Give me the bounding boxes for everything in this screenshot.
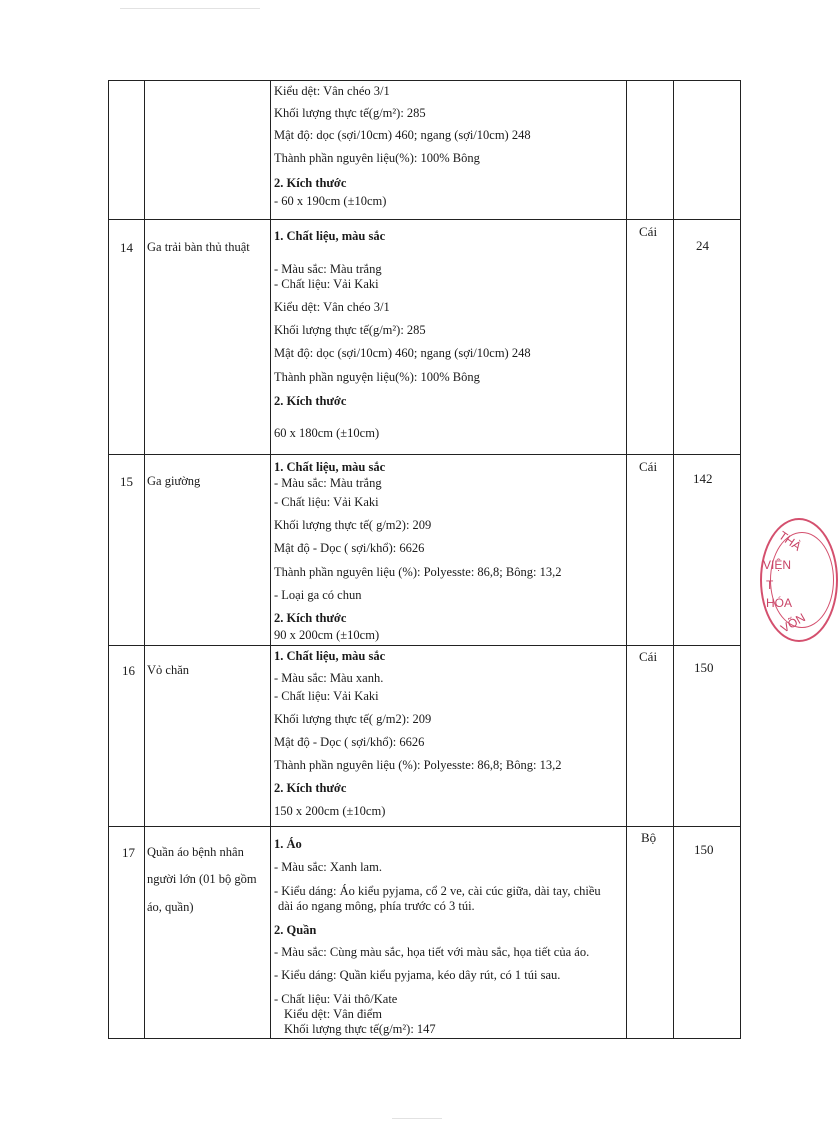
spec-line: Kiểu dệt: Vân chéo 3/1 [274,300,390,314]
section-heading: 1. Chất liệu, màu sắc [274,229,386,243]
table-col-divider [626,80,627,1039]
spec-line: - Chất liệu: Vải Kaki [274,277,379,291]
spec-line: Thành phần nguyên liệu(%): 100% Bông [274,151,480,165]
row-number: 14 [120,240,133,255]
spec-line: Mật độ: dọc (sợi/10cm) 460; ngang (sợi/10cm) 248 [274,346,531,360]
quantity: 150 [694,842,714,857]
spec-line: - 60 x 190cm (±10cm) [274,194,387,208]
section-heading: 1. Chất liệu, màu sắc [274,649,386,663]
unit: Cái [639,459,658,474]
section-heading: 2. Kích thước [274,781,347,795]
row-number: 17 [122,845,135,860]
spec-line: - Màu sắc: Cùng màu sắc, họa tiết với màu sắc, họa tiết của áo. [274,945,590,959]
section-heading: 1. Áo [274,837,302,851]
spec-line: - Kiểu dáng: Áo kiểu pyjama, cổ 2 ve, cài cúc giữa, dài tay, chiều [274,884,601,898]
quantity: 150 [694,660,714,675]
scan-mark [392,1118,442,1119]
spec-line: dài áo ngang mông, phía trước có 3 túi. [278,899,475,913]
item-name: Ga giường [147,474,201,488]
spec-line: 150 x 200cm (±10cm) [274,804,386,818]
spec-line: Mật độ: dọc (sợi/10cm) 460; ngang (sợi/10cm) 248 [274,128,531,142]
seal-text: HÓA [766,596,793,610]
spec-line: Mật độ - Dọc ( sợi/khổ): 6626 [274,541,425,555]
spec-line: Thành phần nguyên liệu (%): Polyesste: 86,8; Bông: 13,2 [274,758,562,772]
spec-line: - Chất liệu: Vải Kaki [274,495,379,509]
seal-text: THÀ [776,528,804,554]
section-heading: 1. Chất liệu, màu sắc [274,460,386,474]
spec-line: Khối lượng thực tế(g/m²): 285 [274,106,426,120]
table-border-right [740,80,741,1039]
row-divider [108,826,741,827]
item-name-line: áo, quần) [147,900,194,914]
spec-line: Thành phần nguyên liệu (%): Polyesste: 86,8; Bông: 13,2 [274,565,562,579]
seal-text: VIỆN [763,558,792,572]
section-heading: 2. Kích thước [274,176,347,190]
section-heading: 2. Kích thước [274,394,347,408]
spec-line: - Màu sắc: Màu xanh. [274,671,384,685]
spec-line: - Chất liệu: Vải Kaki [274,689,379,703]
table-border-top [108,80,741,81]
table-border-left [108,80,109,1039]
item-name-line: Quần áo bệnh nhân [147,845,244,859]
spec-line: 60 x 180cm (±10cm) [274,426,380,440]
scan-mark [120,8,260,9]
row-divider [108,454,741,455]
row-divider [108,645,741,646]
spec-line: - Màu sắc: Màu trắng [274,262,382,276]
spec-line: Khối lượng thực tế( g/m2): 209 [274,518,432,532]
spec-line: - Màu sắc: Màu trắng [274,476,382,490]
row-divider [108,219,741,220]
seal-text: T [766,578,774,592]
seal-text: VÕN [778,610,808,636]
quantity: 142 [693,471,713,486]
table-col-divider [673,80,674,1039]
table-col-divider [144,80,145,1039]
section-heading: 2. Quần [274,923,317,937]
table-border-bottom [108,1038,741,1039]
spec-line: Khối lượng thực tế(g/m²): 147 [284,1022,436,1036]
spec-line: - Kiểu dáng: Quần kiểu pyjama, kéo dây rút, có 1 túi sau. [274,968,561,982]
spec-line: - Loại ga có chun [274,588,362,602]
quantity: 24 [696,238,709,253]
item-name: Vỏ chăn [147,663,189,677]
spec-line: Khối lượng thực tế(g/m²): 285 [274,323,426,337]
unit: Cái [639,649,658,664]
unit: Bộ [641,830,657,845]
row-number: 16 [122,663,135,678]
row-number: 15 [120,474,133,489]
spec-line: - Chất liệu: Vải thô/Kate [274,992,398,1006]
table-col-divider [270,80,271,1039]
spec-line: - Màu sắc: Xanh lam. [274,860,382,874]
section-heading: 2. Kích thước [274,611,347,625]
spec-line: 90 x 200cm (±10cm) [274,628,380,642]
spec-line: Khối lượng thực tế( g/m2): 209 [274,712,432,726]
spec-line: Thành phần nguyện liệu(%): 100% Bông [274,370,480,384]
unit: Cái [639,224,658,239]
spec-line: Kiểu dệt: Vân chéo 3/1 [274,84,390,98]
spec-line: Kiểu dệt: Vân điểm [284,1007,383,1021]
item-name-line: người lớn (01 bộ gồm [147,872,257,886]
spec-line: Mật độ - Dọc ( sợi/khổ): 6626 [274,735,425,749]
item-name: Ga trải bàn thủ thuật [147,240,250,254]
